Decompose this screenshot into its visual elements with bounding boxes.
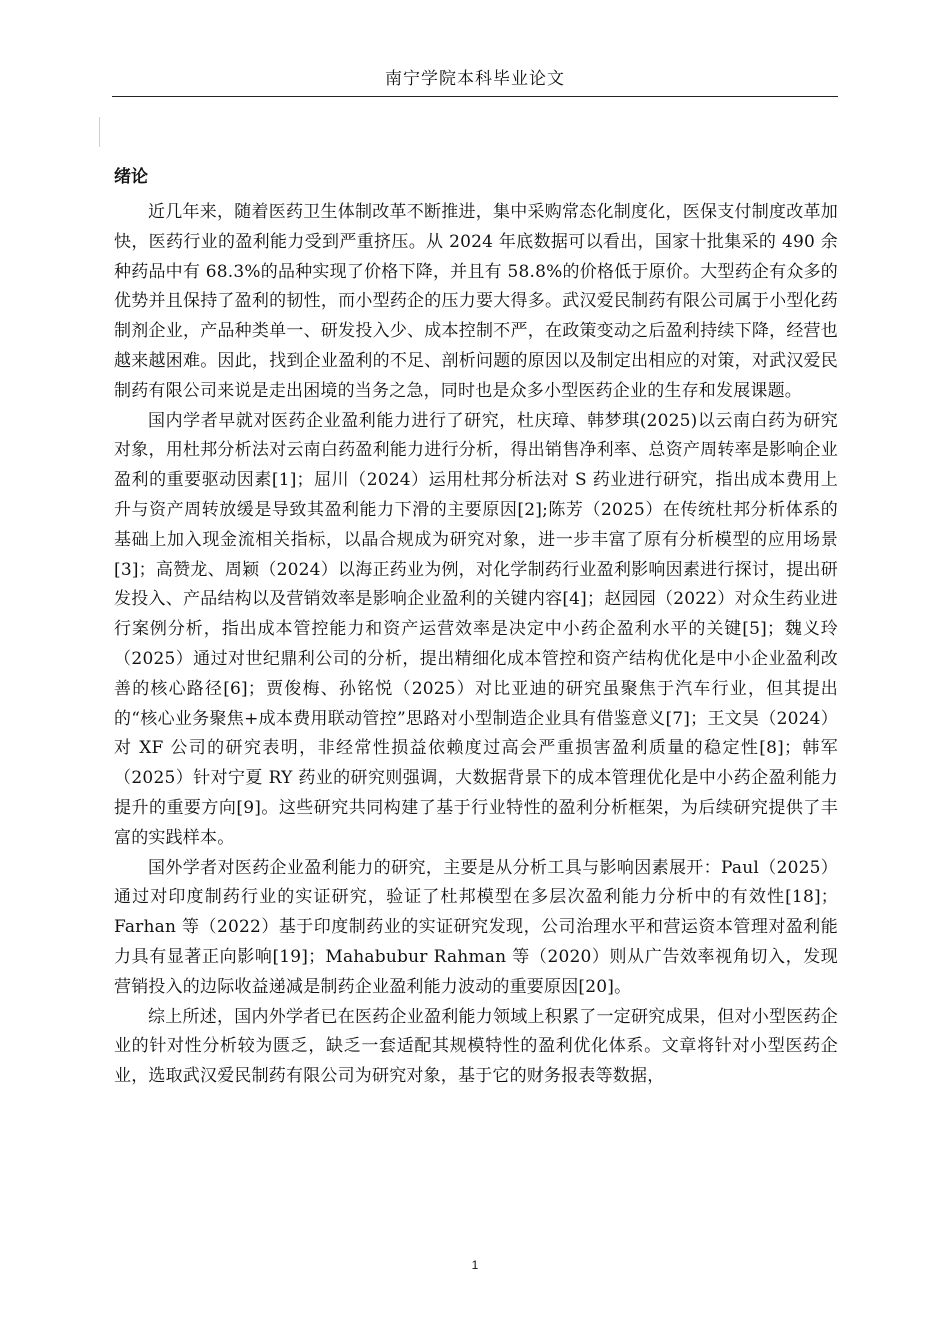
- paragraph-1: 近几年来，随着医药卫生体制改革不断推进，集中采购常态化制度化，医保支付制度改革加快，医药行业的盈利能力受到严重挤压。从 2024 年底数据可以看出，国家十批集采的 490 余种药品中有 68.3%的品种实现了价格下降，并且有 58.8%的价格低于原价。大型药企有众多的优势并且保持了盈利的韧性，而小型药企的压力要大得多。武汉爱民制药有限公司属于小型化药制剂企业，产品种类单一、研发投入少、成本控制不严，在政策变动之后盈利持续下降，经营也越来越困难。因此，找到企业盈利的不足、剖析问题的原因以及制定出相应的对策，对武汉爱民制药有限公司来说是走出困境的当务之急，同时也是众多小型医药企业的生存和发展课题。: [114, 202, 838, 401]
- paragraph-2: 国内学者早就对医药企业盈利能力进行了研究，杜庆璋、韩梦琪(2025)以云南白药为研究对象，用杜邦分析法对云南白药盈利能力进行分析，得出销售净利率、总资产周转率是影响企业盈利的重要驱动因素[1]；屈川（2024）运用杜邦分析法对 S 药业进行研究，指出成本费用上升与资产周转放缓是导致其盈利能力下滑的主要原因[2];陈芳（2025）在传统杜邦分析体系的基础上加入现金流相关指标，以晶合规成为研究对象，进一步丰富了原有分析模型的应用场景[3]；高赞龙、周颖（2024）以海正药业为例，对化学制药行业盈利影响因素进行探讨，提出研发投入、产品结构以及营销效率是影响企业盈利的关键内容[4]；赵园园（2022）对众生药业进行案例分析，指出成本管控能力和资产运营效率是决定中小药企盈利水平的关键[5]；魏义玲（2025）通过对世纪鼎利公司的分析，提出精细化成本管控和资产结构优化是中小企业盈利改善的核心路径[6]；贾俊梅、孙铭悦（2025）对比亚迪的研究虽聚焦于汽车行业，但其提出的“核心业务聚焦+成本费用联动管控”思路对小型制造企业具有借鉴意义[7]；王文昊（2024）对 XF 公司的研究表明，非经常性损益依赖度过高会严重损害盈利质量的稳定性[8]；韩军（2025）针对宁夏 RY 药业的研究则强调，大数据背景下的成本管理优化是中小药企盈利能力提升的重要方向[9]。这些研究共同构建了基于行业特性的盈利分析框架，为后续研究提供了丰富的实践样本。: [114, 410, 838, 848]
- body-text: [114, 198, 838, 1092]
- text-cursor-mark: [99, 117, 100, 147]
- section-title: 绪论: [114, 167, 148, 187]
- page-number: 1: [471, 1258, 479, 1272]
- paragraph-3: 国外学者对医药企业盈利能力的研究，主要是从分析工具与影响因素展开：Paul（2025）通过对印度制药行业的实证研究，验证了杜邦模型在多层次盈利能力分析中的有效性[18]；Farhan 等（2022）基于印度制药业的实证研究发现，公司治理水平和营运资本管理对盈利能力具有显著正向影响[19]；Mahabubur Rahman 等（2020）则从广告效率视角切入，发现营销投入的边际收益递减是制药企业盈利能力波动的重要原因[20]。: [114, 857, 838, 997]
- header-divider: [112, 96, 838, 97]
- running-header: 南宁学院本科毕业论文: [385, 69, 565, 89]
- paragraph-4: 综上所述，国内外学者已在医药企业盈利能力领域上积累了一定研究成果，但对小型医药企业的针对性分析较为匮乏，缺乏一套适配其规模特性的盈利优化体系。文章将针对小型医药企业，选取武汉爱民制药有限公司为研究对象，基于它的财务报表等数据，: [114, 1006, 838, 1087]
